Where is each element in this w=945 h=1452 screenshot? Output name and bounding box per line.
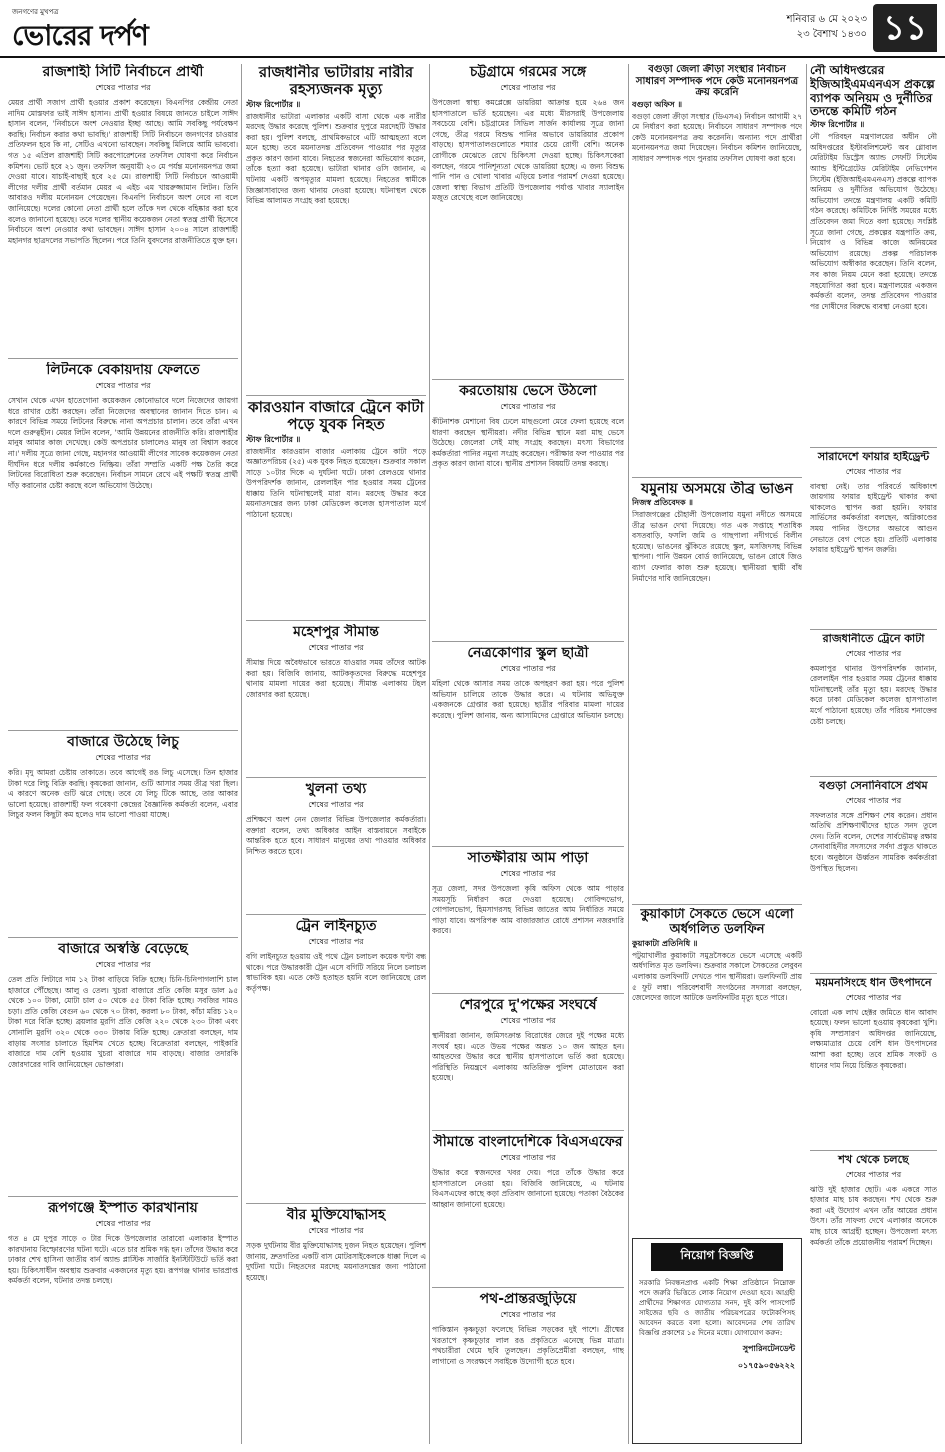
- story-karwan-bazar-train: [246, 399, 426, 617]
- story-netrokona-student: [432, 645, 624, 843]
- story-divider: [432, 1130, 624, 1131]
- continued-label: শেষের পাতার পর: [95, 1219, 151, 1229]
- story-headline: করতোয়ায় ভেসে উঠলো: [459, 383, 597, 399]
- continued-label: শেষের পাতার পর: [845, 1169, 902, 1179]
- story-fire-hydrant: [810, 451, 937, 626]
- ad-phone: ০১৭৫৯০৫৬২২২: [737, 1360, 795, 1370]
- story-body: সেখান থেকে এখন হাতেগোনা কয়েকজন কোনোভাবে দলে নিজেদের জায়গা ধরে রাখার চেষ্টা করছেন। তাঁরা নিজেদের অবস্থানের জানান দিতে চান। এ কারণে বিভিন্ন সময়ে লিটনের বিরুদ্ধে নানা অপপ্রচার চালান। তবে তাঁরা এখন দলে গুরুত্বহীন। মেয়র লিটন বলেন, 'আমি উন্নয়নের রাজনীতি করি। রাজশাহীর মানুষ আমার কাজ দেখেছে। কেউ অপপ্রচার চালালেও মানুষ তা বিশ্বাস করবে না।' দলীয় সূত্রে জানা গেছে, মহানগর আওয়ামী লীগের সাবেক কয়েকজন নেতা দীর্ঘদিন ধরে দলীয় কর্মকাণ্ডে নিষ্ক্রিয়। তাঁরা সম্প্রতি একটি পক্ষ তৈরি করে লিটনের বিরোধিতা শুরু করেছেন। নির্বাচন সামনে রেখে এই পক্ষটি স্বতন্ত্র প্রার্থী দাঁড় করানোর চেষ্টা করছে বলে অভিযোগ উঠেছে।: [8, 396, 238, 490]
- story-divider: [246, 620, 426, 621]
- ad-body: সরকারি নিবন্ধনপ্রাপ্ত একটি শিক্ষা প্রতিষ্ঠানে নিম্নোক্ত পদে জরুরি ভিত্তিতে লোক নিয়োগ দেওয়া হবে। আগ্রহী প্রার্থীদের শিক্ষাগত যোগ্যতার সনদ, দুই কপি পাসপোর্ট সাইজের ছবি ও জাতীয় পরিচয়পত্রের ফটোকপিসহ আবেদন করতে বলা হলো। আবেদনের শেষ তারিখ বিজ্ঞপ্তি প্রকাশের ১৫ দিনের মধ্যে। যোগাযোগ করুন:: [639, 1279, 795, 1337]
- story-divider: [810, 447, 937, 448]
- story-divider: [432, 993, 624, 994]
- story-headline: চট্টগ্রামে গরমের সঙ্গে: [469, 64, 587, 80]
- story-divider: [810, 1150, 937, 1151]
- ad-signature: সুপারিনটেনডেন্ট: [742, 1343, 795, 1353]
- story-body: সীমান্ত দিয়ে অবৈধভাবে ভারতে যাওয়ার সময় তাঁদের আটক করা হয়। বিজিবি জানায়, আটককৃতদের বিরুদ্ধে মহেশপুর থানায় মামলা দায়ের করা হয়েছে। সীমান্ত এলাকায় টহল জোরদার করা হয়েছে।: [246, 658, 426, 699]
- story-divider: [246, 395, 426, 396]
- story-karatoya: [432, 383, 624, 638]
- story-body: তেল প্রতি লিটারে দাম ১২ টাকা বাড়িয়ে বিক্রি হচ্ছে। চিনি-চিনিপাগলাশি চাল হাজারে পৌঁছেছে। আলু ও তেল। খুচরা বাজারে প্রতি কেজি মসুর ডাল ৯৫ থেকে ১০০ টাকা, মোটা চাল ৫০ থেকে ৫৫ টাকা বিক্রি হচ্ছে। সবজির দামও চড়া। প্রতি কেজি বেগুন ৬০ থেকে ৭০ টাকা, করলা ৮০ টাকা, কাঁচা মরিচ ১২০ টাকা দরে বিক্রি হচ্ছে। ব্রয়লার মুরগি প্রতি কেজি ২২০ থেকে ২৩০ টাকা এবং সোনালি মুরগি ৩২০ থেকে ৩৩০ টাকায় বিক্রি হচ্ছে। ক্রেতারা বলছেন, দাম বাড়ায় সংসার চালাতে হিমশিম খেতে হচ্ছে। বিক্রেতারা বলছেন, পাইকারি বাজারে দাম বেশি হওয়ায় খুচরা বাজারে দাম বাড়ছে। বাজার তদারকি জোরদারের দাবি জানিয়েছেন ভোক্তারা।: [8, 975, 238, 1069]
- story-body: সিরাজগঞ্জের চৌহালী উপজেলায় যমুনা নদীতে অসময়ে তীব্র ভাঙন দেখা দিয়েছে। গত এক সপ্তাহে শতাধিক বসতবাড়ি, ফসলি জমি ও গাছপালা নদীগর্ভে বিলীন হয়েছে। ভাঙনের ঝুঁকিতে রয়েছে স্কুল, মসজিদসহ বিভিন্ন স্থাপনা। পানি উন্নয়ন বোর্ড জানিয়েছে, ভাঙন রোধে জিও ব্যাগ ফেলার কাজ শুরু হয়েছে। স্থানীয়রা স্থায়ী বাঁধ নির্মাণের দাবি জানিয়েছেন।: [632, 510, 802, 583]
- continued-label: শেষের পাতার পর: [500, 402, 556, 412]
- story-sherpur-clash: [432, 997, 624, 1127]
- story-body: বোরো এক লাখ হেক্টর জমিতে ধান আবাদ হয়েছে। ফলন ভালো হওয়ায় কৃষকেরা খুশি। কৃষি সম্প্রসারণ অধিদপ্তর জানিয়েছে, লক্ষ্যমাত্রার চেয়ে বেশি ধান উৎপাদনের আশা করা হচ্ছে। তবে শ্রমিক সংকট ও ধানের দাম নিয়ে চিন্তিত কৃষকেরা।: [810, 1007, 937, 1070]
- story-headline: শেরপুরে দু'পক্ষের সংঘর্ষে: [459, 997, 597, 1013]
- story-kuakata-dolphin: [632, 908, 802, 1233]
- byline: বগুড়া অফিস ॥: [632, 99, 683, 109]
- continued-label: শেষের পাতার পর: [500, 1310, 556, 1320]
- story-divider: [8, 1196, 238, 1197]
- story-body: সূত্র জেলা, সদর উপজেলা কৃষি অফিস থেকে আম পাড়ার সময়সূচি নির্ধারণ করে দেওয়া হয়েছে। গোবিন্দভোগ, গোপালভোগ, হিমসাগরসহ বিভিন্ন জাতের আম নির্ধারিত সময়ে পাড়া যাবে। অপরিপক্ব আম বাজারজাত রোধে প্রশাসন নজরদারি করবে।: [432, 884, 624, 936]
- story-mymensingh-paddy: [810, 977, 937, 1147]
- job-advertisement: [632, 1238, 802, 1444]
- story-headline: রূপগঞ্জে ইস্পাত কারখানায়: [48, 1200, 198, 1216]
- story-headline: বগুড়া সেনানিবাসে প্রথম: [819, 780, 928, 792]
- story-krishnachura: [432, 1291, 624, 1444]
- column-rule: [241, 64, 242, 1444]
- story-capital-train: [810, 633, 937, 773]
- story-headline: সীমান্তে বাংলাদেশিকে বিএসএফের: [433, 1134, 623, 1150]
- story-bogura-sports: [632, 64, 802, 474]
- story-divider: [246, 914, 426, 915]
- story-body: মহিলা থেকে আসার সময় তাকে অপহরণ করা হয়। পরে পুলিশ অভিযান চালিয়ে তাকে উদ্ধার করে। এ ঘটনায় অভিযুক্ত একজনকে গ্রেপ্তার করা হয়েছে। ছাত্রীর পরিবার মামলা দায়ের করেছে। পুলিশ জানায়, অন্য আসামিদের গ্রেপ্তারে অভিযান চলছে।: [432, 679, 624, 720]
- continued-label: শেষের পাতার পর: [500, 869, 556, 879]
- story-body: করি। মৃদু আমরা চেষ্টায় তাকাতে। তবে আগেই রঙ লিচু এসেছে। তিন হাজার টাকা দরে লিচু বিক্রি করছি। কৃষকেরা জানান, গুটি আসার সময় তীব্র খরা ছিল। এ কারণে অনেক গুটি ঝরে গেছে। তবে যে লিচু টিকে আছে, তার আকার ভালো হয়েছে। রাজশাহী ফল গবেষণা কেন্দ্রের বৈজ্ঞানিক কর্মকর্তা বলেন, এবার লিচুর ফলন কিছুটা কম হলেও দাম ভালো পাওয়া যাচ্ছে।: [8, 768, 238, 820]
- story-body: বগুড়া জেলা ক্রীড়া সংস্থার (ডিএসএ) নির্বাচন আগামী ২৭ মে নির্ধারণ করা হয়েছে। নির্বাচনে সাধারণ সম্পাদক পদে কেউ মনোনয়নপত্র ক্রয় করেননি। অন্যান্য পদে প্রার্থীরা মনোনয়নপত্র জমা দিয়েছেন। নির্বাচন কমিশন জানিয়েছে, সাধারণ সম্পাদক পদে পুনরায় তফসিল ঘোষণা করা হবে।: [632, 111, 802, 163]
- continued-label: শেষের পাতার পর: [845, 992, 902, 1002]
- story-jamuna-erosion: [632, 481, 802, 901]
- continued-label: শেষের পাতার পর: [845, 795, 902, 805]
- continued-label: শেষের পাতার পর: [308, 1226, 364, 1236]
- byline: স্টাফ রিপোর্টার ॥: [246, 434, 301, 444]
- story-body: মেয়র প্রার্থী সজাগ প্রার্থী হওয়ার প্রকাশ করেছেন। বিএনপির কেন্দ্রীয় নেতা নাদিম মোস্তফার ভাই সাঈদ হাসান। প্রার্থী হওয়ার বিষয়ে জানতে চাইলে সাঈদ হাসান বলেন, 'নির্বাচনে অংশ নেওয়ার ইচ্ছা আছে। আমি সবকিছু পর্যবেক্ষণ করছি। নির্বাচন করার কথা ভাবছি।' রাজশাহী সিটি নির্বাচনে জনগণের চাওয়ার প্রতিফলন হবে কি না, সেটিও এখনো ভাবছেন। সবকিছু মিলিয়ে আমি ভাববো। গত ১৫ এপ্রিল রাজশাহী সিটি করপোরেশনের তফসিল ঘোষণা করে নির্বাচন কমিশন। ভোট হবে ২১ জুন। তফসিল অনুযায়ী ২৩ মে পর্যন্ত মনোনয়নপত্র জমা দেওয়া যাবে। যাচাই-বাছাই হবে ২৫ মে। রাজশাহী সিটি নির্বাচনে আওয়ামী লীগের দলীয় প্রার্থী বর্তমান মেয়র এ এইচ এম খায়রুজ্জামান লিটন। তিনি আবারও দলীয় মনোনয়ন পেয়েছেন। বিএনপি নির্বাচনে অংশ নেবে না বলে জানিয়েছে। দলের কোনো নেতা প্রার্থী হলে তাঁকে দল থেকে বহিষ্কার করা হবে বলেও জানানো হয়েছে। তবে দলের স্থানীয় কয়েকজন নেতা স্বতন্ত্র প্রার্থী হিসেবে নির্বাচনে অংশ নেওয়ার কথা ভাবছেন। সাঈদ হাসান ২০০৪ সালে রাজশাহী মহানগর ছাত্রদলের সভাপতি ছিলেন। পরে তিনি যুবদলের রাজনীতিতে যুক্ত হন।: [8, 98, 238, 245]
- byline: স্টাফ রিপোর্টার ॥: [246, 99, 301, 109]
- story-body: স্থানীয়রা জানান, জমিসংক্রান্ত বিরোধের জেরে দুই পক্ষের মধ্যে সংঘর্ষ হয়। এতে উভয় পক্ষের অন্তত ১০ জন আহত হন। আহতদের উদ্ধার করে স্থানীয় হাসপাতালে ভর্তি করা হয়েছে। পরিস্থিতি নিয়ন্ত্রণে এলাকায় অতিরিক্ত পুলিশ মোতায়েন করা হয়েছে।: [432, 1031, 624, 1083]
- story-headline: মহেশপুর সীমান্ত: [293, 624, 379, 640]
- story-headline: রাজধানীর ভাটারায় নারীর রহস্যজনক মৃত্যু: [258, 64, 414, 99]
- story-body: পটুয়াখালীর কুয়াকাটা সমুদ্রসৈকতে ভেসে এসেছে একটি অর্ধগলিত মৃত ডলফিন। শুক্রবার সকালে সৈকতের লেবুবন এলাকায় ডলফিনটি দেখতে পান স্থানীয়রা। ডলফিনটি প্রায় ৫ ফুট লম্বা। পরিবেশবাদী সংগঠনের সদস্যরা বলছেন, জেলেদের জালে আটকে ডলফিনটির মৃত্যু হতে পারে।: [632, 950, 802, 1003]
- date-bengali: ২৩ বৈশাখ ১৪৩০: [796, 29, 867, 40]
- story-lychee: [8, 734, 238, 934]
- story-divider: [8, 937, 238, 938]
- story-headline: সাতক্ষীরায় আম পাড়া: [467, 850, 589, 866]
- story-body: ঝাউ দুই হাজার ছোট। এক একরে সাত হাজার মাছ চাষ করছেন। শখ থেকে শুরু করা এই উদ্যোগ এখন তাঁর আয়ের প্রধান উৎস। তাঁর সাফল্য দেখে এলাকার অনেকে মাছ চাষে আগ্রহী হচ্ছেন। উপজেলা মৎস্য কর্মকর্তা তাঁকে প্রয়োজনীয় পরামর্শ দিচ্ছেন।: [810, 1184, 937, 1247]
- continued-label: শেষের পাতার পর: [845, 648, 902, 658]
- story-headline: নৌ অধিদপ্তরের ইজিআইএমএনএস প্রকল্পে ব্যাপক অনিয়ম ও দুর্নীতির তদন্তে কমিটি গঠন: [810, 64, 935, 119]
- story-body: উদ্ধার করে স্বজনদের খবর দেয়। পরে তাঁকে উদ্ধার করে হাসপাতালে নেওয়া হয়। বিজিবি জানিয়েছে, এ ঘটনায় বিএসএফের কাছে কড়া প্রতিবাদ জানানো হয়েছে। পতাকা বৈঠকের আহ্বান জানানো হয়েছে।: [432, 1168, 624, 1209]
- story-divider: [432, 379, 624, 380]
- story-headline: যমুনায় অসময়ে তীব্র ভাঙন: [641, 481, 793, 497]
- column-rule: [429, 64, 430, 1444]
- story-train-derail: [246, 918, 426, 1200]
- story-headline: কুয়াকাটা সৈকতে ভেসে এলো অর্ধগলিত ডলফিন: [640, 908, 794, 937]
- story-headline: পথ-প্রান্তরজুড়িয়ে: [479, 1291, 577, 1307]
- byline: কুয়াকাটা প্রতিনিধি ॥: [632, 938, 698, 948]
- newspaper-logo: ভোরের দর্পণ: [12, 19, 148, 52]
- ad-title: নিয়োগ বিজ্ঞপ্তি: [651, 1243, 783, 1271]
- story-divider: [810, 776, 937, 777]
- story-divider: [810, 629, 937, 630]
- column-rule: [806, 64, 807, 244]
- story-liton: [8, 362, 238, 727]
- story-rajshahi-city-election: [8, 64, 238, 356]
- story-divider: [246, 777, 426, 778]
- story-divider: [432, 641, 624, 642]
- continued-label: শেষের পাতার পর: [95, 381, 151, 391]
- story-headline: রাজধানীতে ট্রেনে কাটা: [822, 633, 925, 645]
- story-body: বাবস্থা নেই। তার পরিবর্তে অধিকাংশ জায়গায় ফায়ার হাইড্রেন্ট থাকার কথা থাকলেও স্থাপন করা হয়নি। ফায়ার সার্ভিসের কর্মকর্তারা বলছেন, অগ্নিকাণ্ডের সময় পানির উৎসের অভাবে আগুন নেভাতে বেগ পেতে হয়। প্রতিটি এলাকায় ফায়ার হাইড্রেন্ট স্থাপন জরুরি।: [810, 481, 937, 555]
- story-body: গত ৪ মে দুপুর সাড়ে ৩ টার দিকে উপজেলার তারাবো এলাকার ইস্পাত কারখানায় বিস্ফোরণের ঘটনা ঘটে। এতে চার শ্রমিক দগ্ধ হন। তাঁদের উদ্ধার করে ঢাকার শেখ হাসিনা জাতীয় বার্ন অ্যান্ড প্লাস্টিক সার্জারি ইনস্টিটিউটে ভর্তি করা হয়। চিকিৎসাধীন অবস্থায় শুক্রবার একজনের মৃত্যু হয়। রূপগঞ্জ থানার ভারপ্রাপ্ত কর্মকর্তা বলেন, ঘটনার তদন্ত চলছে।: [8, 1234, 238, 1286]
- story-body: বগি লাইনচ্যুত হওয়ায় ওই পথে ট্রেন চলাচল কয়েক ঘণ্টা বন্ধ থাকে। পরে উদ্ধারকারী ট্রেন এসে বগিটি সরিয়ে নিলে চলাচল স্বাভাবিক হয়। এতে কেউ হতাহত হয়নি বলে জানিয়েছে রেল কর্তৃপক্ষ।: [246, 952, 426, 993]
- date-box: [787, 12, 867, 42]
- story-headline: বাজারে উঠেছে লিচু: [67, 734, 179, 750]
- story-moheshpur: [246, 624, 426, 774]
- continued-label: শেষের পাতার পর: [500, 83, 556, 93]
- story-headline: কারওয়ান বাজারে ট্রেনে কাটা পড়ে যুবক নিহত: [248, 399, 424, 434]
- story-divider: [8, 358, 238, 359]
- column-rule: [628, 64, 629, 1444]
- story-divider: [432, 1287, 624, 1288]
- story-body: প্রশিক্ষণে অংশ নেন জেলার বিভিন্ন উপজেলার কর্মকর্তারা। বক্তারা বলেন, তথ্য অধিকার আইন বাস্তবায়নে সবাইকে আন্তরিক হতে হবে। সাধারণ মানুষের তথ্য পাওয়ার অধিকার নিশ্চিত করতে হবে।: [246, 815, 426, 856]
- story-body: রাজধানীর কারওয়ান বাজার এলাকায় ট্রেনে কাটা পড়ে অজ্ঞাতপরিচয় (২৫) এক যুবক নিহত হয়েছেন। শুক্রবার সকাল সাড়ে ১০টার দিকে এ দুর্ঘটনা ঘটে। ঢাকা রেলওয়ে থানার উপপরিদর্শক জানান, রেললাইন পার হওয়ার সময় ট্রেনের ধাক্কায় তিনি ঘটনাস্থলেই মারা যান। মরদেহ উদ্ধার করে ময়নাতদন্তের জন্য ঢাকা মেডিকেল কলেজ হাসপাতাল মর্গে পাঠানো হয়েছে।: [246, 446, 426, 520]
- story-satkhira-mango: [432, 850, 624, 990]
- story-body: সড়ক দুর্ঘটনায় বীর মুক্তিযোদ্ধাসহ দুজন নিহত হয়েছেন। পুলিশ জানায়, দ্রুতগতির একটি বাস মোটরসাইকেলকে ধাক্কা দিলে এ দুর্ঘটনা ঘটে। নিহতদের মরদেহ ময়নাতদন্তের জন্য পাঠানো হয়েছে।: [246, 1241, 426, 1282]
- continued-label: শেষের পাতার পর: [845, 466, 902, 476]
- story-body: কমলাপুর থানার উপপরিদর্শক জানান, রেললাইন পার হওয়ার সময় ট্রেনের ধাক্কায় ঘটনাস্থলেই তাঁর মৃত্যু হয়। মরদেহ উদ্ধার করে ঢাকা মেডিকেল কলেজ হাসপাতাল মর্গে পাঠানো হয়েছে। তাঁর পরিচয় শনাক্তের চেষ্টা চলছে।: [810, 663, 937, 726]
- story-headline: ট্রেন লাইনচ্যুত: [295, 918, 377, 934]
- story-divider: [432, 846, 624, 847]
- story-headline: বগুড়া জেলা ক্রীড়া সংস্থার নির্বাচন সাধারণ সম্পাদক পদে কেউ মনোনয়নপত্র ক্রয় করেনি: [635, 64, 799, 98]
- story-divider: [632, 477, 802, 478]
- masthead: [0, 0, 945, 58]
- story-headline: বাজারে অস্বস্তি বেড়েছে: [58, 941, 188, 957]
- story-freedom-fighter: [246, 1207, 426, 1444]
- story-headline: শখ থেকে চলছে: [838, 1154, 909, 1166]
- byline: স্টাফ রিপোর্টার ॥: [810, 120, 865, 130]
- story-khulna-info: [246, 781, 426, 911]
- story-headline: সারাদেশে ফায়ার হাইড্রেন্ট: [817, 451, 930, 463]
- story-border-bsf: [432, 1134, 624, 1284]
- page-number: ১১: [873, 4, 937, 52]
- byline: নিজস্ব প্রতিবেদক ॥: [632, 498, 693, 508]
- story-hobby-fish: [810, 1154, 937, 1444]
- tagline: জনগণের মুখপত্র: [12, 8, 59, 16]
- story-body: পাকিস্তান কৃষ্ণচূড়া ফলেছে বিভিন্ন সড়কের দুই পাশে। গ্রীষ্মের খরতাপে কৃষ্ণচূড়ার লাল রঙ প্রকৃতিতে এনেছে ভিন্ন মাত্রা। পথচারীরা থেমে ছবি তুলছেন। প্রকৃতিপ্রেমীরা বলছেন, গাছ লাগানো ও সংরক্ষণে সবাইকে উদ্যোগী হতে হবে।: [432, 1325, 624, 1366]
- story-headline: রাজশাহী সিটি নির্বাচনে প্রার্থী: [42, 64, 204, 80]
- continued-label: শেষের পাতার পর: [308, 937, 364, 947]
- continued-label: শেষের পাতার পর: [500, 1153, 556, 1163]
- continued-label: শেষের পাতার পর: [308, 643, 364, 653]
- story-headline: লিটনকে বেকায়দায় ফেলতে: [46, 362, 200, 378]
- continued-label: শেষের পাতার পর: [95, 753, 151, 763]
- date-gregorian: শনিবার ৬ মে ২০২৩: [786, 14, 867, 25]
- continued-label: শেষের পাতার পর: [500, 1016, 556, 1026]
- continued-label: শেষের পাতার পর: [95, 960, 151, 970]
- story-body: উপজেলা স্বাস্থ্য কমপ্লেক্সে ডায়রিয়া আক্রান্ত হয়ে ২৬৪ জন হাসপাতালে ভর্তি হয়েছেন। এর মধ্যে মীরসরাই উপজেলায় সবচেয়ে বেশি। চট্টগ্রামের সিভিল সার্জন কার্যালয় সূত্রে জানা গেছে, তীব্র গরমে বিশুদ্ধ পানির অভাবে ডায়রিয়ার প্রকোপ বাড়ছে। হাসপাতালগুলোতে শয্যার চেয়ে রোগী বেশি। অনেক রোগীকে মেঝেতে রেখে চিকিৎসা দেওয়া হচ্ছে। চিকিৎসকেরা বলছেন, গরমে পানিশূন্যতা থেকে ডায়রিয়া হচ্ছে। এ জন্য বিশুদ্ধ পানি পান ও খোলা খাবার এড়িয়ে চলার পরামর্শ দেওয়া হয়েছে। জেলা স্বাস্থ্য বিভাগ প্রতিটি উপজেলায় পর্যাপ্ত খাবার স্যালাইন মজুত রেখেছে বলে জানিয়েছে।: [432, 98, 624, 203]
- story-naval-corruption: [810, 64, 937, 444]
- story-rupganj-steel: [8, 1200, 238, 1444]
- story-bogura-cantonment: [810, 780, 937, 970]
- continued-label: শেষের পাতার পর: [95, 83, 151, 93]
- continued-label: শেষের পাতার পর: [500, 664, 556, 674]
- story-headline: খুলনা তথ্য: [305, 781, 367, 797]
- story-body: কীটনাশক মেশানো বিষ ঢেলে মাছগুলো মেরে ফেলা হয়েছে বলে ধারণা করছেন স্থানীয়রা। নদীর বিভিন্ন স্থানে মরা মাছ ভেসে উঠেছে। জেলেরা সেই মাছ সংগ্রহ করছেন। মৎস্য বিভাগের কর্মকর্তারা পানির নমুনা সংগ্রহ করেছেন। পরীক্ষার ফল পাওয়ার পর প্রকৃত কারণ জানা যাবে। স্থানীয় প্রশাসন বিষয়টি তদন্ত করছে।: [432, 417, 624, 469]
- story-divider: [632, 904, 802, 905]
- story-divider: [810, 973, 937, 974]
- story-headline: বীর মুক্তিযোদ্ধাসহ: [286, 1207, 386, 1223]
- story-headline: নেত্রকোণার স্কুল ছাত্রী: [467, 645, 589, 661]
- story-divider: [8, 730, 238, 731]
- continued-label: শেষের পাতার পর: [308, 800, 364, 810]
- story-body: সফলতার সঙ্গে প্রশিক্ষণ শেষ করেন। প্রধান অতিথি প্রশিক্ষণার্থীদের হাতে সনদ তুলে দেন। তিনি বলেন, দেশের সার্বভৌমত্ব রক্ষায় সেনাবাহিনীর সদস্যদের সর্বদা প্রস্তুত থাকতে হবে। অনুষ্ঠানে ঊর্ধ্বতন সামরিক কর্মকর্তারা উপস্থিত ছিলেন।: [810, 810, 937, 873]
- story-body: নৌ পরিবহন মন্ত্রণালয়ের অধীন নৌ অধিদপ্তরের ইস্টাবলিশমেন্ট অব গ্লোবাল মেরিটাইম ডিস্ট্রেস অ্যান্ড সেফটি সিস্টেম অ্যান্ড ইন্টিগ্রেটেড মেরিটাইম নেভিগেশন সিস্টেম (ইজিআইএমএনএস) প্রকল্পে ব্যাপক অনিয়ম ও দুর্নীতির অভিযোগ উঠেছে। অভিযোগ তদন্তে মন্ত্রণালয় একটি কমিটি গঠন করেছে। কমিটিকে নির্দিষ্ট সময়ের মধ্যে প্রতিবেদন জমা দিতে বলা হয়েছে। সংশ্লিষ্ট সূত্রে জানা গেছে, প্রকল্পের যন্ত্রপাতি ক্রয়, নিয়োগ ও বিভিন্ন কাজে অনিয়মের অভিযোগ রয়েছে। প্রকল্প পরিচালক অভিযোগ অস্বীকার করেছেন। তিনি বলেন, সব কাজ নিয়ম মেনে করা হয়েছে। তদন্তে সহযোগিতা করা হবে। মন্ত্রণালয়ের একজন কর্মকর্তা বলেন, তদন্ত প্রতিবেদন পাওয়ার পর দোষীদের বিরুদ্ধে ব্যবস্থা নেওয়া হবে।: [810, 132, 937, 311]
- story-chattogram-heat: [432, 64, 624, 376]
- story-headline: ময়মনসিংহে ধান উৎপাদনে: [815, 977, 932, 989]
- story-market: [8, 941, 238, 1193]
- story-body: রাজধানীর ভাটারা এলাকার একটি বাসা থেকে এক নারীর মরদেহ উদ্ধার করেছে পুলিশ। শুক্রবার দুপুরে মরদেহটি উদ্ধার করা হয়। পুলিশ বলছে, প্রাথমিকভাবে এটি আত্মহত্যা বলে মনে হচ্ছে। তবে ময়নাতদন্ত প্রতিবেদন পাওয়ার পর মৃত্যুর প্রকৃত কারণ জানা যাবে। নিহতের স্বজনেরা অভিযোগ করেন, তাঁকে হত্যা করা হয়েছে। ভাটারা থানার ওসি জানান, এ ঘটনায় একটি অপমৃত্যুর মামলা হয়েছে। নিহতের স্বামীকে জিজ্ঞাসাবাদের জন্য থানায় নেওয়া হয়েছে। ঘটনাস্থল থেকে বিভিন্ন আলামত সংগ্রহ করা হয়েছে।: [246, 111, 426, 206]
- story-vatara-death: [246, 64, 426, 392]
- story-divider: [246, 1203, 426, 1204]
